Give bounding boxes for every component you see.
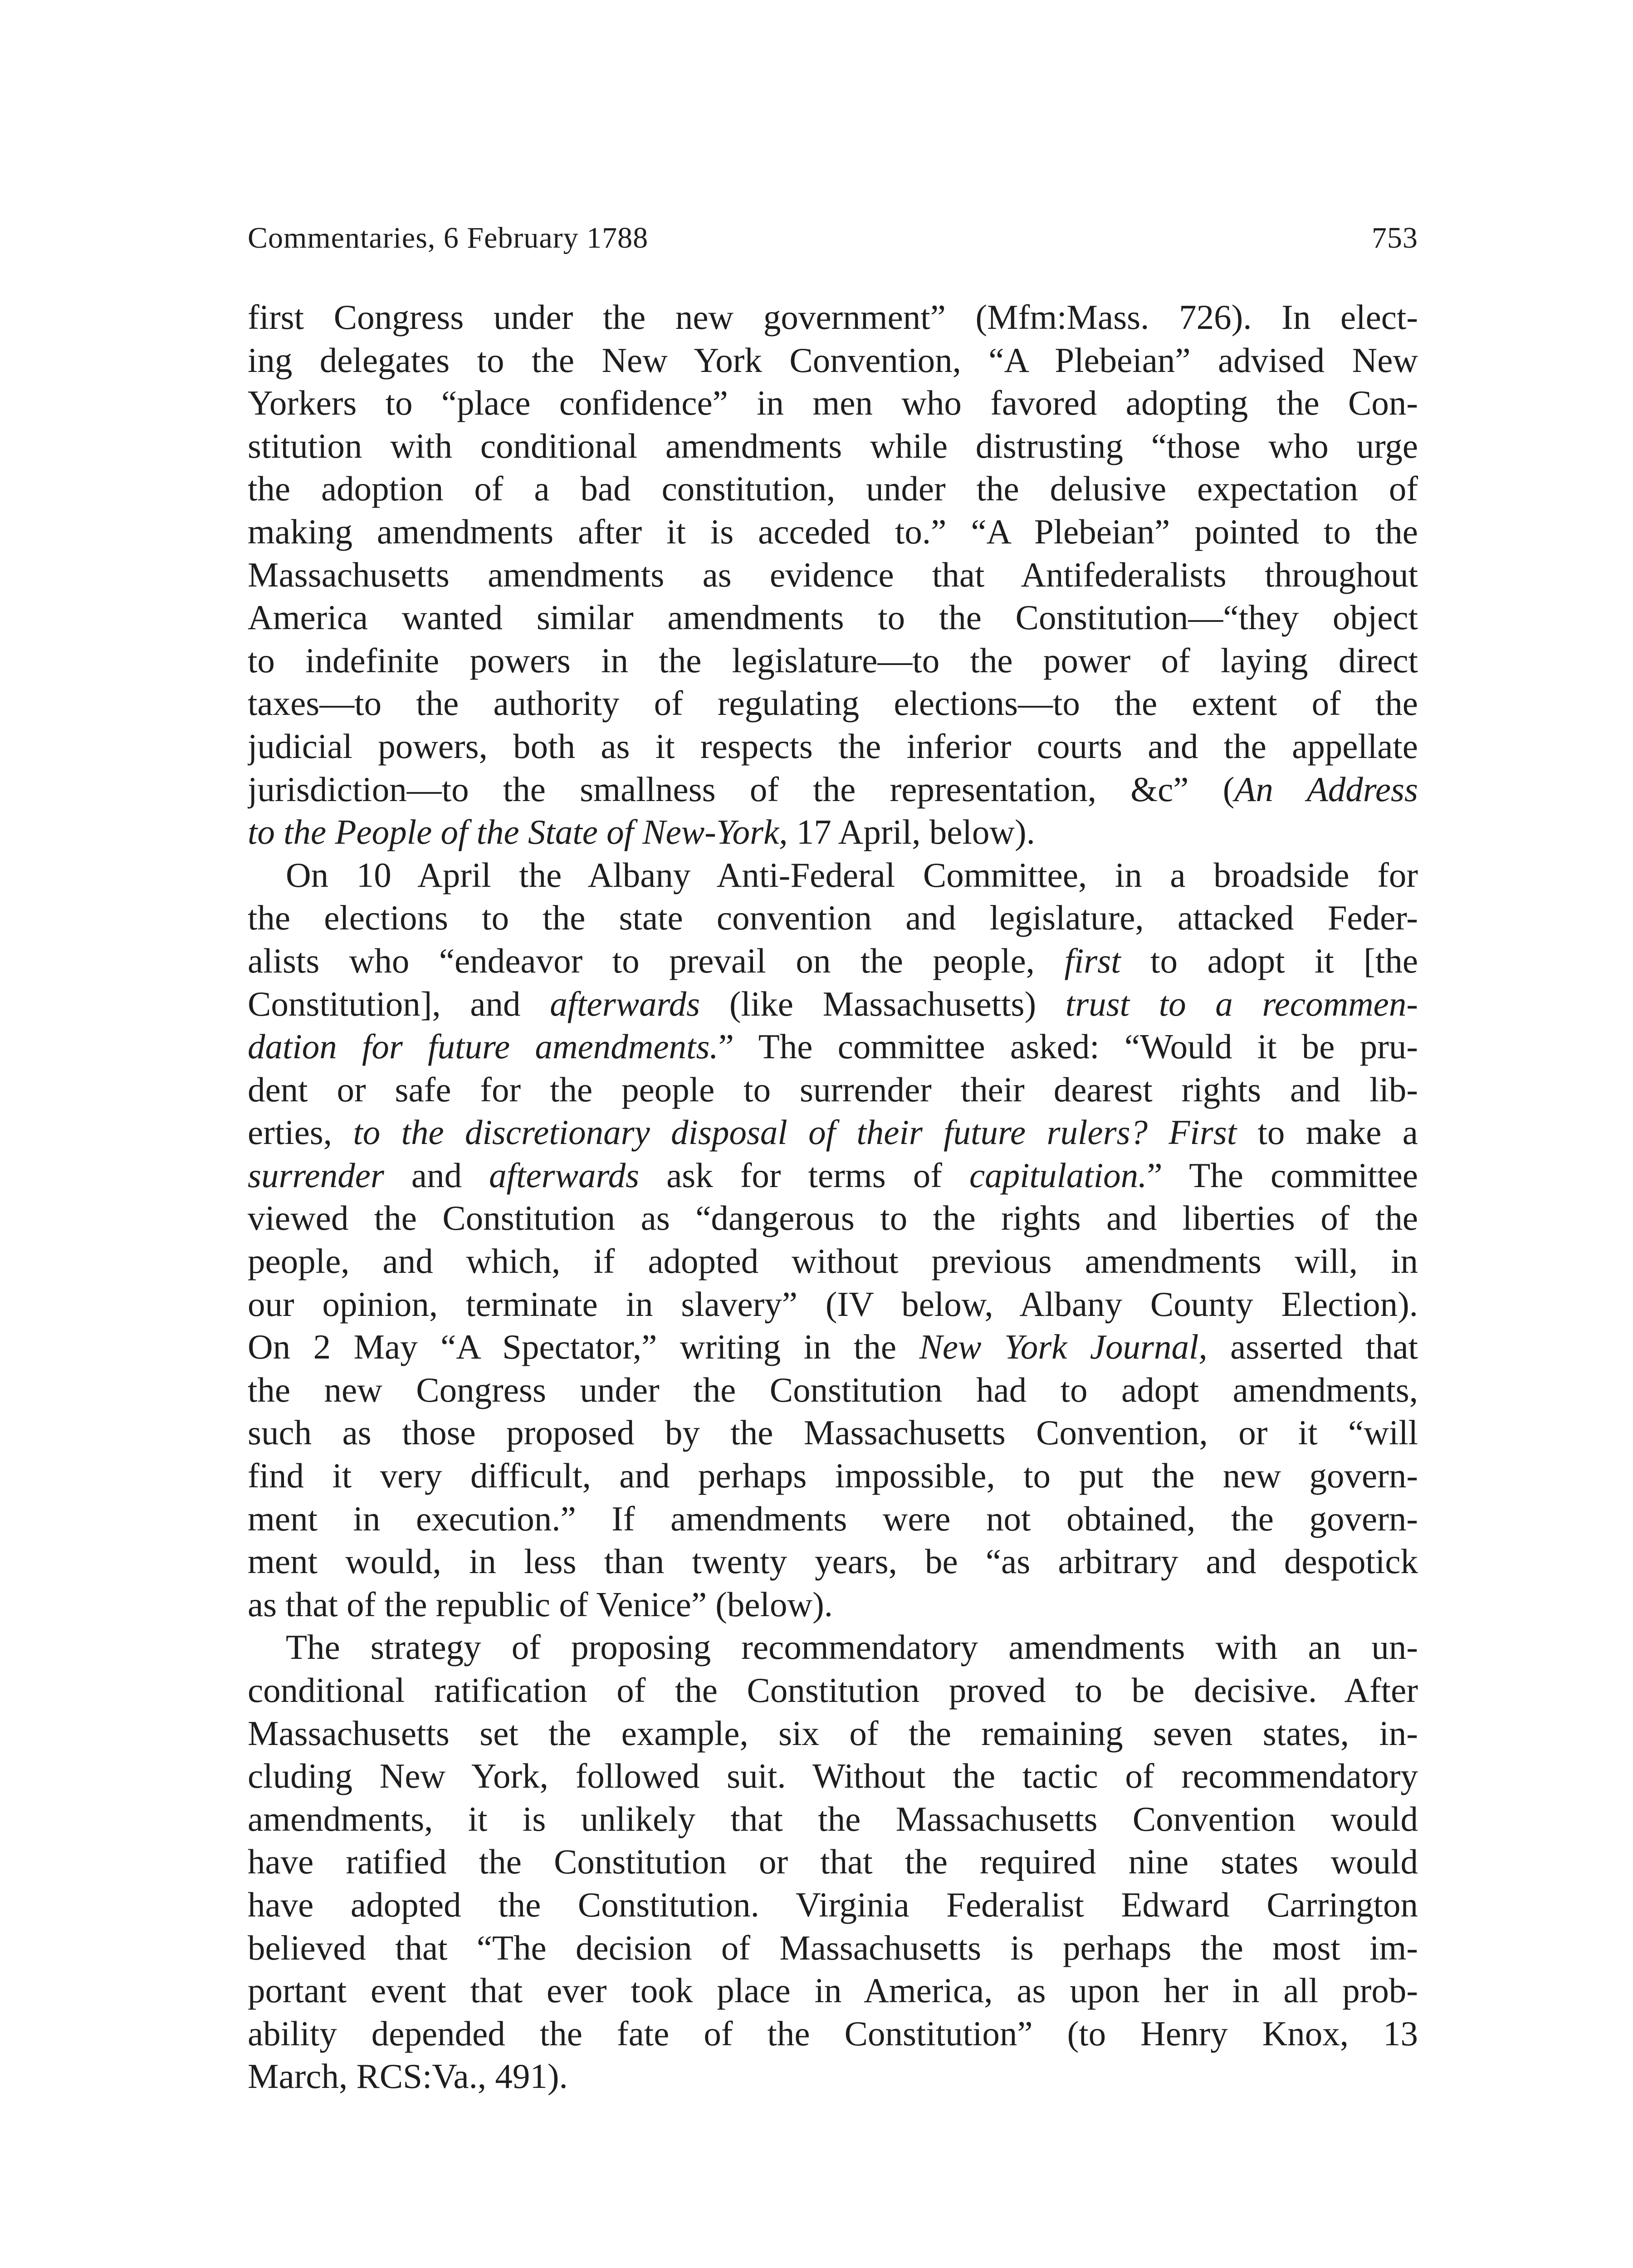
text-run: believed that “The decision of Massachusetts is perhaps the most im- bbox=[248, 1928, 1418, 1967]
text-run: ” The committee asked: “Would it be pru- bbox=[718, 1027, 1418, 1066]
text-line bbox=[248, 1068, 1418, 1111]
italic-text: afterwards bbox=[489, 1155, 640, 1195]
text-run: Constitution], and bbox=[248, 984, 550, 1023]
text-run: alists who “endeavor to prevail on the people, bbox=[248, 941, 1065, 980]
text-run: first Congress under the new government” (Mfm:Mass. 726). In elect- bbox=[248, 298, 1418, 337]
page-number: 753 bbox=[1372, 221, 1418, 254]
text-line bbox=[248, 939, 1418, 982]
text-run: jurisdiction—to the smallness of the representation, &c” ( bbox=[248, 769, 1235, 809]
text-line bbox=[248, 1154, 1418, 1197]
text-run: such as those proposed by the Massachusetts Convention, or it “will bbox=[248, 1413, 1418, 1452]
text-run: asserted that bbox=[1207, 1327, 1418, 1367]
text-line bbox=[248, 1712, 1418, 1755]
text-run: as that of the republic of Venice” (below). bbox=[248, 1584, 833, 1624]
text-run: On 2 May “A Spectator,” writing in the bbox=[248, 1327, 919, 1367]
text-run: cluding New York, followed suit. Without the tactic of recommendatory bbox=[248, 1756, 1418, 1796]
text-run: to make a bbox=[1237, 1113, 1418, 1152]
text-run: America wanted similar amendments to the Constitution—“they object bbox=[248, 598, 1418, 637]
text-run: dent or safe for the people to surrender their dearest rights and lib- bbox=[248, 1070, 1418, 1109]
italic-text: surrender bbox=[248, 1155, 384, 1195]
text-run: ” The committee bbox=[1147, 1155, 1418, 1195]
text-line bbox=[248, 553, 1418, 596]
body-text bbox=[248, 296, 1418, 2098]
text-run: people, and which, if adopted without previous amendments will, in bbox=[248, 1242, 1418, 1281]
text-run: conditional ratification of the Constitution proved to be decisive. After bbox=[248, 1671, 1418, 1710]
text-run: 17 April, below). bbox=[787, 812, 1035, 852]
text-run: amendments, it is unlikely that the Massachusetts Convention would bbox=[248, 1799, 1418, 1838]
italic-text: to the People of the State of New-York, bbox=[248, 812, 788, 852]
running-head bbox=[248, 213, 1418, 263]
text-line bbox=[248, 811, 1418, 854]
text-line bbox=[248, 510, 1418, 553]
text-line bbox=[248, 1025, 1418, 1068]
text-line bbox=[248, 1411, 1418, 1454]
text-line bbox=[248, 768, 1418, 811]
text-line bbox=[248, 1111, 1418, 1154]
text-line bbox=[248, 854, 1418, 897]
italic-text: trust to a recommen- bbox=[1065, 984, 1418, 1023]
text-line bbox=[248, 1197, 1418, 1240]
text-run: stitution with conditional amendments while distrusting “those who urge bbox=[248, 426, 1418, 465]
text-line bbox=[248, 1283, 1418, 1326]
text-line bbox=[248, 1969, 1418, 2012]
text-line bbox=[248, 1497, 1418, 1540]
text-run: the adoption of a bad constitution, under the delusive expectation of bbox=[248, 469, 1418, 508]
text-run: The strategy of proposing recommendatory amendments with an un- bbox=[286, 1628, 1418, 1667]
text-run: the elections to the state convention and legislature, attacked Feder- bbox=[248, 898, 1418, 938]
text-run: Yorkers to “place confidence” in men who favored adopting the Con- bbox=[248, 383, 1418, 423]
text-line bbox=[248, 1540, 1418, 1583]
text-run: our opinion, terminate in slavery” (IV below, Albany County Election). bbox=[248, 1284, 1418, 1324]
text-line bbox=[248, 1755, 1418, 1798]
text-run: to indefinite powers in the legislature—to the power of laying direct bbox=[248, 640, 1418, 680]
paragraph bbox=[248, 1626, 1418, 2098]
text-run: making amendments after it is acceded to.” “A Plebeian” pointed to the bbox=[248, 512, 1418, 551]
text-line bbox=[248, 1883, 1418, 1926]
italic-text: New York Journal, bbox=[919, 1327, 1208, 1367]
text-line bbox=[248, 896, 1418, 939]
text-line bbox=[248, 425, 1418, 468]
text-run: find it very difficult, and perhaps impossible, to put the new govern- bbox=[248, 1456, 1418, 1496]
text-run: ask for terms of bbox=[639, 1155, 969, 1195]
text-line bbox=[248, 596, 1418, 639]
text-line bbox=[248, 339, 1418, 382]
text-line bbox=[248, 725, 1418, 768]
italic-text: capitulation. bbox=[969, 1155, 1147, 1195]
text-run: have adopted the Constitution. Virginia Federalist Edward Carrington bbox=[248, 1885, 1418, 1924]
text-line bbox=[248, 682, 1418, 725]
text-line bbox=[248, 2012, 1418, 2055]
text-line bbox=[248, 1926, 1418, 1970]
text-line bbox=[248, 381, 1418, 425]
text-line bbox=[248, 1626, 1418, 1669]
text-run: erties, bbox=[248, 1113, 353, 1152]
text-line bbox=[248, 1583, 1418, 1626]
text-line bbox=[248, 1840, 1418, 1883]
text-run: ment would, in less than twenty years, be “as arbitrary and despotick bbox=[248, 1542, 1418, 1581]
italic-text: first bbox=[1064, 941, 1121, 980]
text-run: viewed the Constitution as “dangerous to the rights and liberties of the bbox=[248, 1198, 1418, 1238]
text-line bbox=[248, 639, 1418, 682]
italic-text: to the discretionary disposal of their future rulers? First bbox=[353, 1113, 1237, 1152]
text-run: taxes—to the authority of regulating elections—to the extent of the bbox=[248, 684, 1418, 723]
text-line bbox=[248, 982, 1418, 1026]
running-head-title: Commentaries, 6 February 1788 bbox=[248, 221, 649, 254]
text-run: ability depended the fate of the Constitution” (to Henry Knox, 13 bbox=[248, 2014, 1418, 2053]
text-line bbox=[248, 1240, 1418, 1283]
text-run: the new Congress under the Constitution had to adopt amendments, bbox=[248, 1370, 1418, 1409]
paragraph bbox=[248, 854, 1418, 1626]
text-line bbox=[248, 1669, 1418, 1712]
text-run: ing delegates to the New York Convention, “A Plebeian” advised New bbox=[248, 340, 1418, 380]
text-run: portant event that ever took place in America, as upon her in all prob- bbox=[248, 1971, 1418, 2010]
text-run: judicial powers, both as it respects the inferior courts and the appellate bbox=[248, 726, 1418, 766]
text-run: Massachusetts amendments as evidence that Antifederalists throughout bbox=[248, 555, 1418, 594]
text-run: (like Massachusetts) bbox=[700, 984, 1066, 1023]
text-line bbox=[248, 2055, 1418, 2098]
paragraph bbox=[248, 296, 1418, 854]
text-run: March, RCS:Va., 491). bbox=[248, 2057, 568, 2096]
italic-text: afterwards bbox=[550, 984, 700, 1023]
text-line bbox=[248, 296, 1418, 339]
text-line bbox=[248, 1454, 1418, 1497]
italic-text: An Address bbox=[1234, 769, 1418, 809]
text-run: to adopt it [the bbox=[1120, 941, 1418, 980]
italic-text: dation for future amendments. bbox=[248, 1027, 719, 1066]
text-run: and bbox=[384, 1155, 489, 1195]
text-line bbox=[248, 1325, 1418, 1369]
text-line bbox=[248, 1798, 1418, 1841]
text-run: ment in execution.” If amendments were not obtained, the govern- bbox=[248, 1499, 1418, 1538]
text-line bbox=[248, 1369, 1418, 1412]
text-run: On 10 April the Albany Anti-Federal Committee, in a broadside for bbox=[286, 855, 1418, 894]
text-run: have ratified the Constitution or that the required nine states would bbox=[248, 1842, 1418, 1882]
text-line bbox=[248, 467, 1418, 510]
text-run: Massachusetts set the example, six of the remaining seven states, in- bbox=[248, 1713, 1418, 1753]
